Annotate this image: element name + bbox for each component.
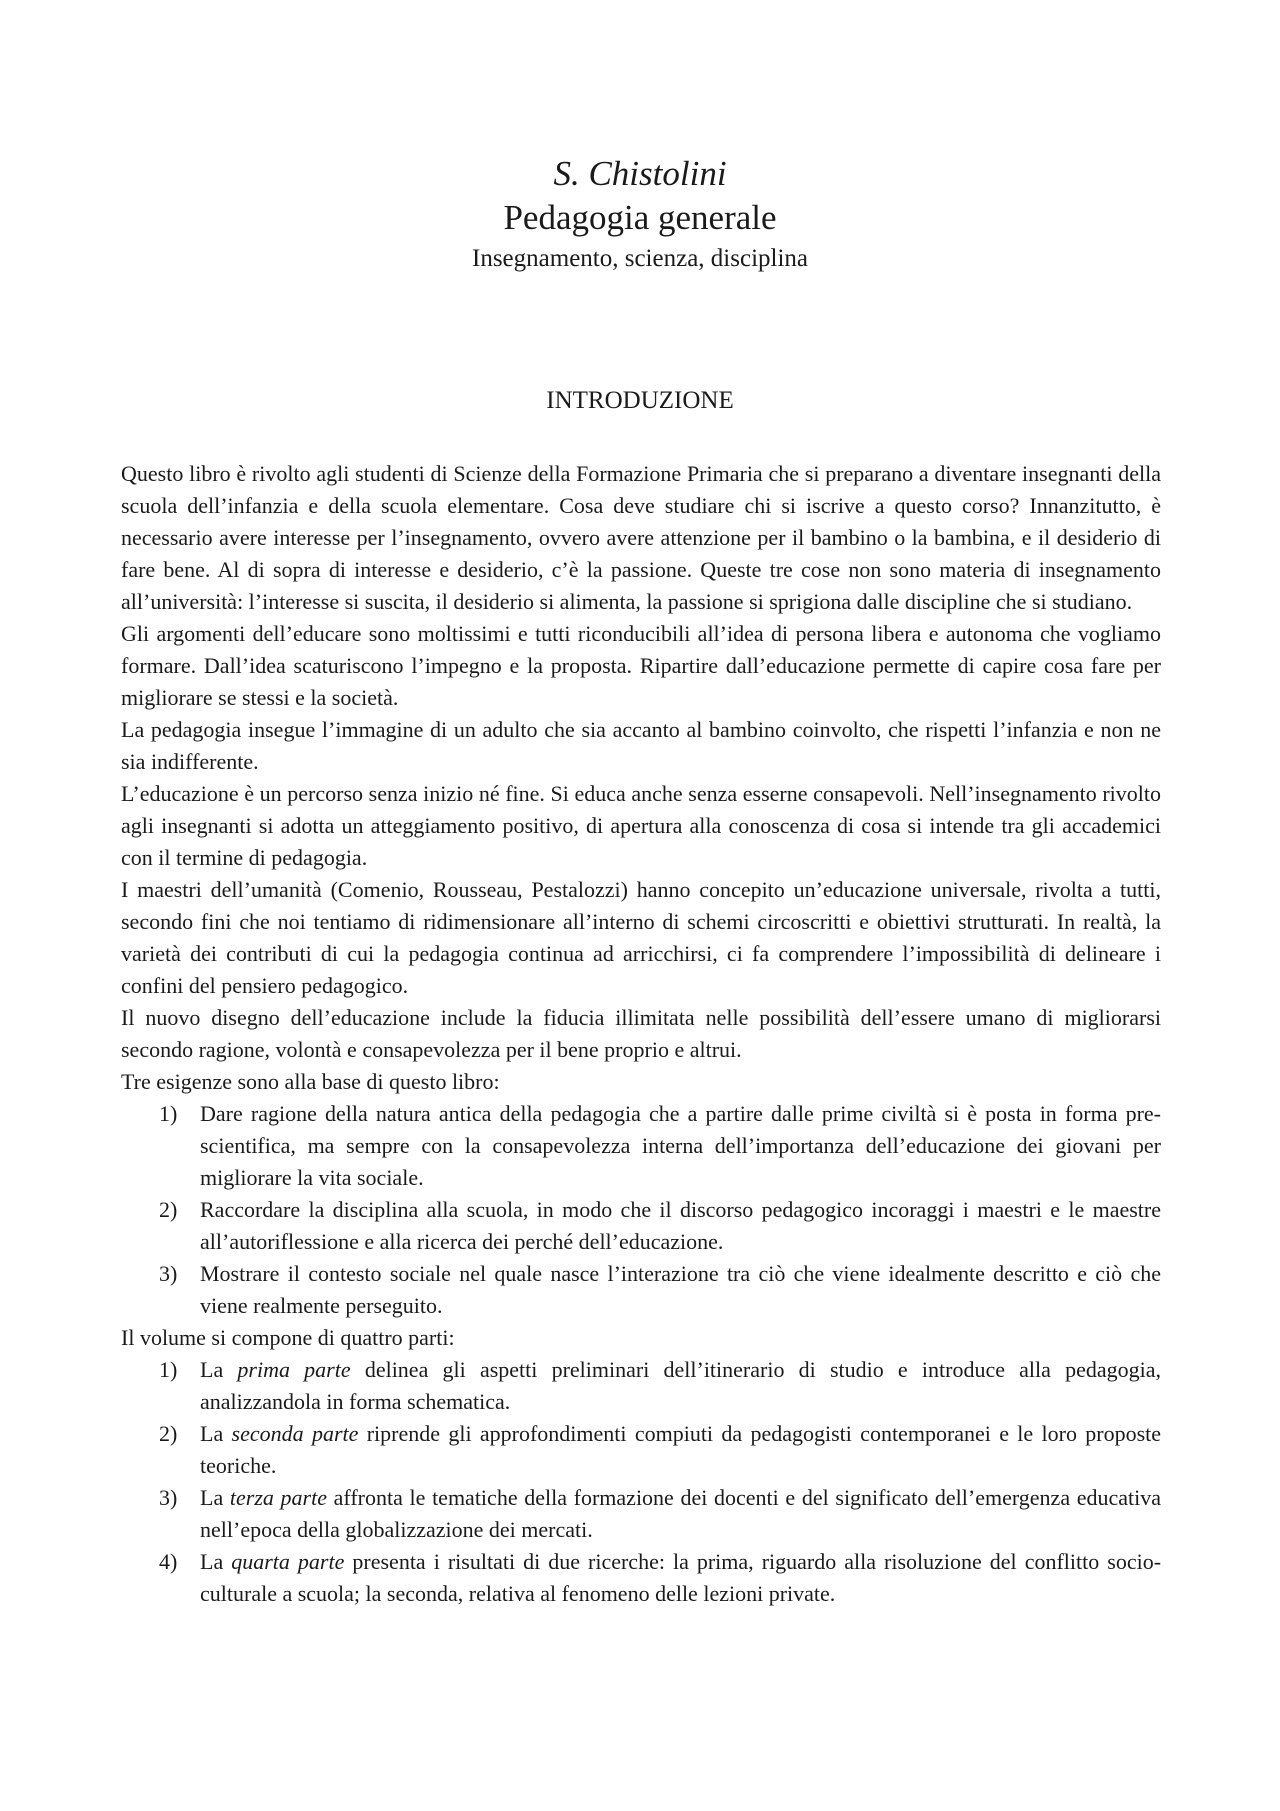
list-number: 2) bbox=[159, 1197, 178, 1222]
part-name: quarta parte bbox=[231, 1549, 345, 1574]
author-name: S. Chistolini bbox=[553, 154, 727, 193]
body-text bbox=[121, 458, 1161, 1610]
list-item-text: Raccordare la disciplina alla scuola, in modo che il discorso pedagogico incoraggi i maestri e le maestre all’autoriflessione e alla ricerca dei perché dell’educazione. bbox=[200, 1197, 1161, 1254]
parts-list bbox=[121, 1354, 1161, 1610]
paragraph: I maestri dell’umanità (Comenio, Rousseau, Pestalozzi) hanno concepito un’educazione universale, rivolta a tutti, secondo fini che noi tentiamo di ridimensionare all’interno di schemi circoscritti e obiettivi strutturati. In realtà, la varietà dei contributi di cui la pedagogia continua ad arricchirsi, ci fa comprendere l’impossibilità di delineare i confini del pensiero pedagogico. bbox=[121, 877, 1161, 998]
list-item-text: affronta le tematiche della formazione dei docenti e del significato dell’emergenza educativa nell’epoca della globalizzazione dei mercati. bbox=[200, 1485, 1162, 1542]
section-heading: INTRODUZIONE bbox=[546, 387, 734, 414]
needs-list bbox=[121, 1098, 1161, 1322]
part-name: terza parte bbox=[229, 1485, 327, 1510]
part-name: seconda parte bbox=[231, 1421, 359, 1446]
list-item-lead: La bbox=[200, 1485, 224, 1510]
list-item-lead: La bbox=[200, 1357, 224, 1382]
list-item bbox=[121, 1418, 1161, 1482]
list-item-text: delinea gli aspetti preliminari dell’itinerario di studio e introduce alla pedagogia, analizzandola in forma schematica. bbox=[200, 1357, 1162, 1414]
list-item bbox=[121, 1258, 1161, 1322]
list-item bbox=[121, 1098, 1161, 1194]
list-item bbox=[121, 1546, 1161, 1610]
paragraph: Il nuovo disegno dell’educazione include la fiducia illimitata nelle possibilità dell’essere umano di migliorarsi secondo ragione, volontà e consapevolezza per il bene proprio e altrui. bbox=[121, 1005, 1161, 1062]
list-number: 3) bbox=[159, 1485, 178, 1510]
list-item-text: riprende gli approfondimenti compiuti da pedagogisti contemporanei e le loro proposte teoriche. bbox=[200, 1421, 1162, 1478]
paragraph: Gli argomenti dell’educare sono moltissimi e tutti riconducibili all’idea di persona libera e autonoma che vogliamo formare. Dall’idea scaturiscono l’impegno e la proposta. Ripartire dall’educazione permette di capire cosa fare per migliorare se stessi e la società. bbox=[121, 621, 1161, 710]
list-number: 4) bbox=[159, 1549, 178, 1574]
list-item-lead: La bbox=[200, 1549, 224, 1574]
parts-intro: Il volume si compone di quattro parti: bbox=[121, 1325, 455, 1350]
list-number: 1) bbox=[159, 1101, 178, 1126]
list-item-text: Mostrare il contesto sociale nel quale nasce l’interazione tra ciò che viene idealmente descritto e ciò che viene realmente perseguito. bbox=[200, 1261, 1161, 1318]
paragraph: Questo libro è rivolto agli studenti di Scienze della Formazione Primaria che si preparano a diventare insegnanti della scuola dell’infanzia e della scuola elementare. Cosa deve studiare chi si iscrive a questo corso? Innanzitutto, è necessario avere interesse per l’insegnamento, ovvero avere attenzione per il bambino o la bambina, e il desiderio di fare bene. Al di sopra di interesse e desiderio, c’è la passione. Queste tre cose non sono materia di insegnamento all’università: l’interesse si suscita, il desiderio si alimenta, la passione si sprigiona dalle discipline che si studiano. bbox=[121, 461, 1161, 614]
list-number: 2) bbox=[159, 1421, 178, 1446]
paragraph: L’educazione è un percorso senza inizio né fine. Si educa anche senza esserne consapevoli. Nell’insegnamento rivolto agli insegnanti si adotta un atteggiamento positivo, di apertura alla conoscenza di cosa si intende tra gli accademici con il termine di pedagogia. bbox=[121, 781, 1161, 870]
list-number: 1) bbox=[159, 1357, 178, 1382]
book-subtitle: Insegnamento, scienza, disciplina bbox=[472, 245, 808, 272]
list-item bbox=[121, 1482, 1161, 1546]
book-title: Pedagogia generale bbox=[503, 198, 777, 237]
needs-intro: Tre esigenze sono alla base di questo libro: bbox=[121, 1069, 500, 1094]
document-header bbox=[0, 152, 1280, 276]
list-number: 3) bbox=[159, 1261, 178, 1286]
list-item-text: presenta i risultati di due ricerche: la prima, riguardo alla risoluzione del conflitto socio-culturale a scuola; la seconda, relativa al fenomeno delle lezioni private. bbox=[200, 1549, 1162, 1606]
list-item-text: Dare ragione della natura antica della pedagogia che a partire dalle prime civiltà si è posta in forma pre-scientifica, ma sempre con la consapevolezza interna dell’importanza dell’educazione dei giovani per migliorare la vita sociale. bbox=[200, 1101, 1161, 1190]
list-item bbox=[121, 1354, 1161, 1418]
part-name: prima parte bbox=[237, 1357, 351, 1382]
list-item-lead: La bbox=[200, 1421, 224, 1446]
paragraph: La pedagogia insegue l’immagine di un adulto che sia accanto al bambino coinvolto, che rispetti l’infanzia e non ne sia indifferente. bbox=[121, 717, 1161, 774]
list-item bbox=[121, 1194, 1161, 1258]
